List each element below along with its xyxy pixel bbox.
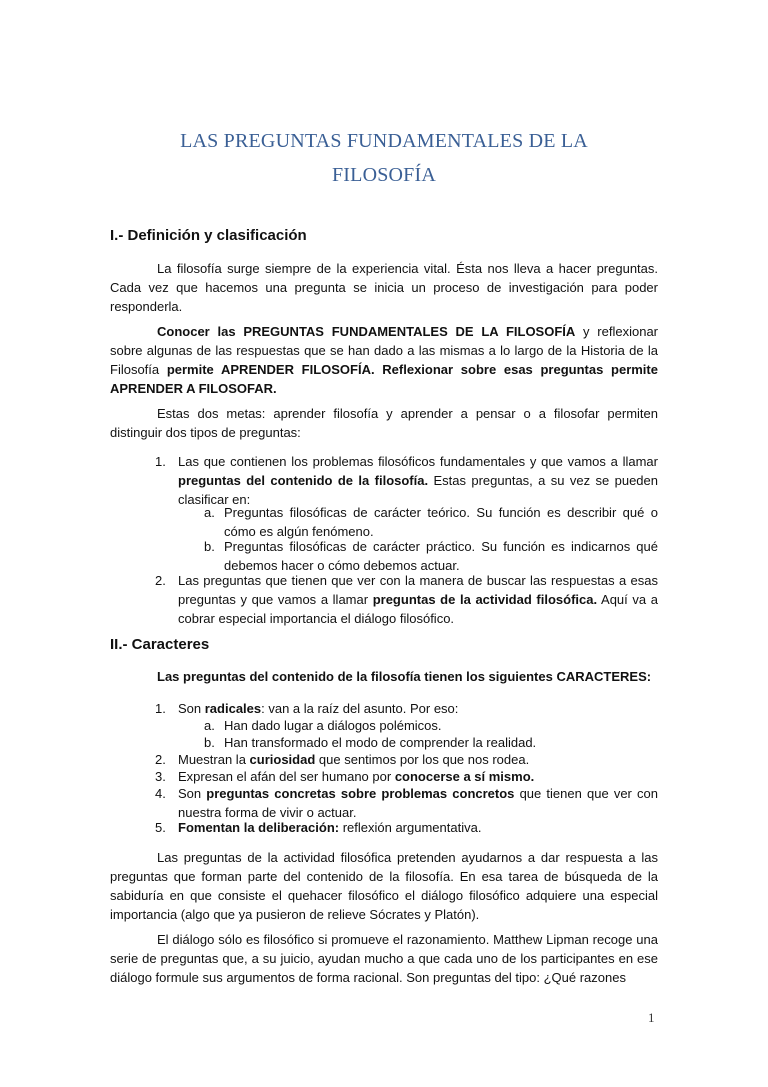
sublist-item [204, 503, 658, 541]
list-text: que tienen que ver con nuestra forma de vivir o actuar. [178, 786, 658, 820]
list-text: Son [178, 701, 205, 716]
sublist-letter: a. [204, 718, 215, 733]
list-text: que sentimos por los que nos rodea. [315, 752, 530, 767]
list-item [155, 571, 658, 628]
list-bold: preguntas del contenido de la filosofía. [178, 473, 429, 488]
title-line-2: FILOSOFÍA [331, 164, 437, 186]
list-bold: radicales [204, 701, 262, 716]
sublist-letter: a. [204, 505, 215, 520]
section-2-heading: II.- Caracteres [110, 636, 210, 653]
list-text: : van a la raíz del asunto. Por eso: [261, 701, 459, 716]
section-2-intro-bold: Las preguntas del contenido de la filosofía tienen los siguientes CARACTERES: [157, 669, 652, 684]
list-number: 3. [155, 769, 166, 784]
list-text: Son [178, 786, 207, 801]
section-1-paragraph-1: La filosofía surge siempre de la experiencia vital. Ésta nos lleva a hacer preguntas. Cada vez que hacemos una pregunta se inicia un proceso de investigación para poder responderla. [110, 261, 658, 314]
page-number: 1 [648, 1010, 655, 1025]
list-bold: Fomentan la deliberación: [178, 820, 340, 835]
list-text: Las que contienen los problemas filosóficos fundamentales y que vamos a llamar [178, 454, 658, 469]
sublist-text: Han transformado el modo de comprender la realidad. [224, 735, 537, 750]
sublist-text: Preguntas filosóficas de carácter teórico. Su función es describir qué o cómo es algún fenómeno. [224, 505, 658, 539]
sublist-text: Preguntas filosóficas de carácter práctico. Su función es indicarnos qué debemos hacer o cómo debemos actuar. [224, 539, 658, 573]
document-title [110, 124, 658, 192]
list-number: 5. [155, 820, 166, 835]
list-bold: curiosidad [249, 752, 316, 767]
list-text: Las preguntas que tienen que ver con la manera de buscar las respuestas a esas preguntas y que vamos a llamar [178, 573, 658, 607]
sublist-text: Han dado lugar a diálogos polémicos. [224, 718, 442, 733]
sublist-item [204, 537, 658, 575]
list-number: 1. [155, 701, 166, 716]
title-line-1: LAS PREGUNTAS FUNDAMENTALES DE LA [180, 130, 588, 152]
p2-bold-2: permite APRENDER FILOSOFÍA. Reflexionar sobre esas preguntas permite APRENDER A FILOSOFAR. [110, 362, 658, 396]
list-bold: preguntas concretas sobre problemas concretos [206, 786, 515, 801]
list-number: 2. [155, 573, 166, 588]
section-2-paragraph-2: El diálogo sólo es filosófico si promueve el razonamiento. Matthew Lipman recoge una serie de preguntas que, a su juicio, ayudan mucho a que cada uno de los participantes en ese diálogo formule sus argumentos de forma racional. Son preguntas del tipo: ¿Qué razones [110, 932, 658, 985]
section-1-heading: I.- Definición y clasificación [110, 227, 307, 244]
sublist-letter: b. [204, 735, 215, 750]
list-number: 2. [155, 752, 166, 767]
list-number: 4. [155, 786, 166, 801]
list-text: Aquí va a cobrar especial importancia el diálogo filosófico. [178, 592, 658, 626]
list-bold: conocerse a sí mismo. [394, 769, 535, 784]
list-bold: preguntas de la actividad filosófica. [372, 592, 598, 607]
list-item [155, 818, 658, 837]
list-number: 1. [155, 454, 166, 469]
section-1-paragraph-3: Estas dos metas: aprender filosofía y aprender a pensar o a filosofar permiten distinguir dos tipos de preguntas: [110, 406, 658, 440]
p2-bold-1: Conocer las PREGUNTAS FUNDAMENTALES DE LA FILOSOFÍA [157, 324, 576, 339]
list-text: reflexión argumentativa. [339, 820, 482, 835]
p2-text-1: y reflexionar sobre algunas de las respuestas que se han dado a las mismas a lo largo de la Historia de la Filosofía [110, 324, 658, 377]
list-item [155, 452, 658, 509]
list-item [155, 784, 658, 822]
sublist-letter: b. [204, 539, 215, 554]
list-text: Expresan el afán del ser humano por [178, 769, 395, 784]
list-text: Estas preguntas, a su vez se pueden clasificar en: [178, 473, 658, 507]
list-text: Muestran la [178, 752, 250, 767]
section-1-paragraph-2 [110, 322, 658, 398]
section-2-paragraph-1: Las preguntas de la actividad filosófica pretenden ayudarnos a dar respuesta a las preguntas que forman parte del contenido de la filosofía. En esa tarea de búsqueda de la sabiduría en que consiste el quehacer filosófico el diálogo filosófico adquiere una especial importancia (algo que ya pusieron de relieve Sócrates y Platón). [110, 850, 658, 922]
section-2-intro [110, 667, 658, 686]
